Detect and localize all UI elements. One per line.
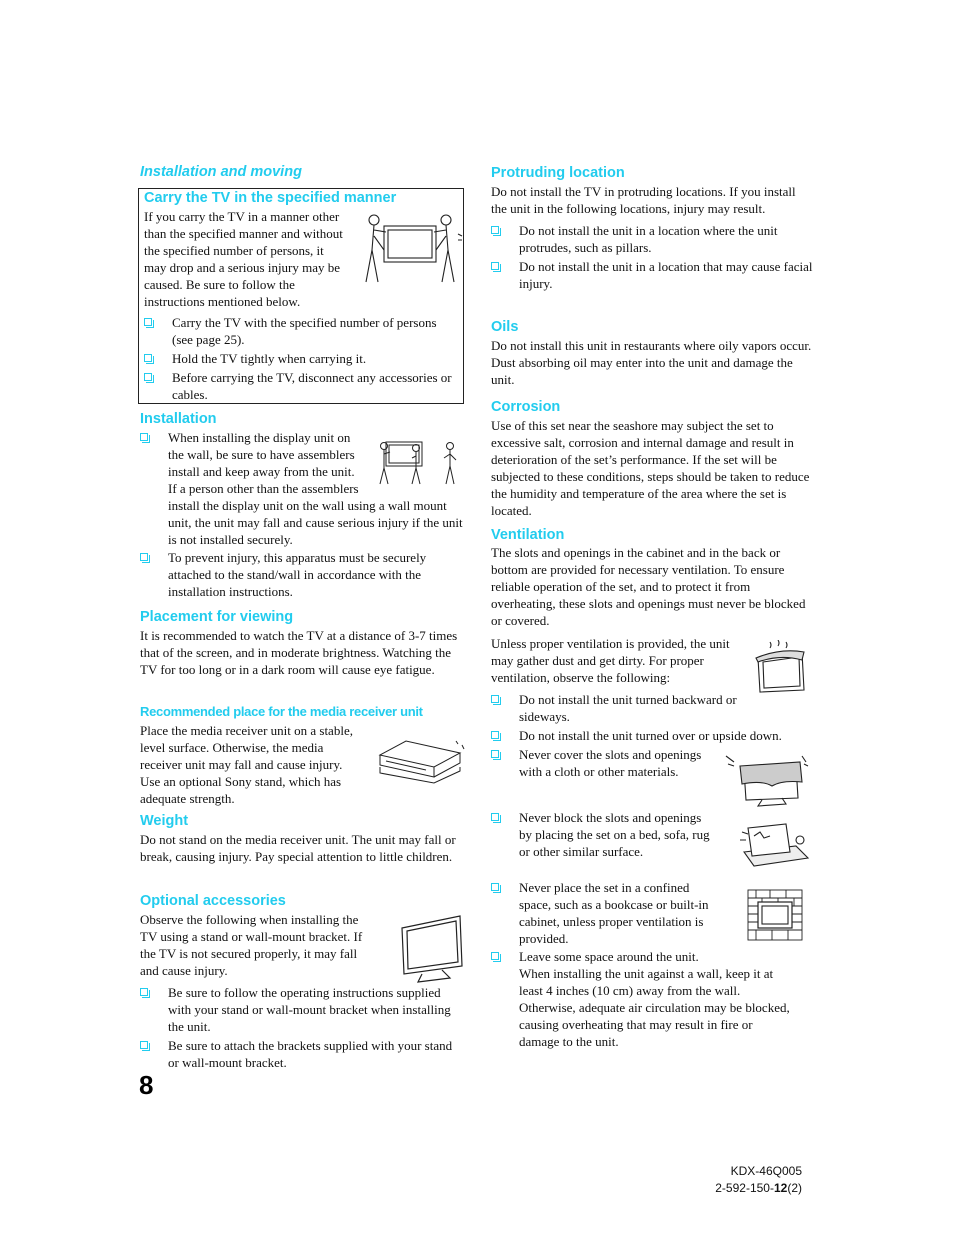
list-item — [491, 222, 813, 256]
document-code — [715, 1180, 802, 1197]
bullet-line: or other similar surface. — [519, 844, 644, 859]
list-item — [140, 1037, 464, 1071]
carry-body-line: instructions mentioned below. — [144, 294, 301, 309]
body-line: level surface. Otherwise, the media — [140, 740, 324, 755]
covered-tv-illustration — [722, 752, 810, 808]
bullet-text: Before carrying the TV, disconnect any accessories or cables. — [172, 370, 452, 402]
checkbox-bullet-icon — [491, 813, 499, 821]
body-line: Unless proper ventilation is provided, the unit — [491, 636, 730, 651]
bullet-line: Never block the slots and openings — [519, 810, 702, 825]
bullet-line: with a cloth or other materials. — [519, 764, 679, 779]
checkbox-bullet-icon — [144, 354, 152, 362]
oils-section — [491, 318, 813, 388]
placement-body: It is recommended to watch the TV at a distance of 3-7 times that of the screen, and in moderate brightness. Watching the TV for too long or in a dark room will cause eye fatigue. — [140, 628, 458, 677]
bullet-line: provided. — [519, 931, 569, 946]
weight-body: Do not stand on the media receiver unit. The unit may fall or break, causing injury. Pay special attention to little children. — [140, 832, 456, 864]
media-receiver-unit-illustration — [376, 735, 466, 785]
footer — [715, 1163, 802, 1197]
checkbox-bullet-icon — [144, 318, 152, 326]
bullet-line: When installing the display unit on — [168, 430, 351, 445]
media-receiver-title: Recommended place for the media receiver unit — [140, 704, 423, 719]
tv-on-stand-illustration — [398, 914, 466, 984]
protruding-body: Do not install the TV in protruding locations. If you install the unit in the following locations, injury may result. — [491, 184, 796, 216]
bullet-line: sideways. — [519, 709, 570, 724]
carry-title: Carry the TV in the specified manner — [144, 190, 397, 206]
bullet-line: If a person other than the assemblers — [168, 481, 359, 496]
bullet-text: Carry the TV with the specified number of persons (see page 25). — [172, 315, 437, 347]
bullet-text: To prevent injury, this apparatus must be securely attached to the stand/wall in accordance with the installation instructions. — [168, 550, 427, 599]
bullet-line: install the display unit on the wall using a wall mount unit, the unit may fall and cause serious injury if the unit is not installed securely. — [168, 498, 463, 547]
code-prefix: 2-592-150- — [715, 1181, 774, 1195]
checkbox-bullet-icon — [491, 226, 499, 234]
dusty-tv-illustration — [752, 640, 810, 698]
carry-body-line: than the specified manner and without — [144, 226, 343, 241]
body-line: Use an optional Sony stand, which has — [140, 774, 342, 789]
body-line: the TV is not secured properly, it may fall — [140, 946, 358, 961]
protruding-title: Protruding location — [491, 165, 625, 181]
carry-body-line: the specified number of persons, it — [144, 243, 324, 258]
wall-installation-illustration — [376, 436, 466, 486]
carry-body-line: caused. Be sure to follow the — [144, 277, 295, 292]
checkbox-bullet-icon — [140, 553, 148, 561]
bullet-line: install and keep away from the unit. — [168, 464, 355, 479]
bullet-line: Never place the set in a confined — [519, 880, 690, 895]
list-item — [144, 369, 460, 403]
body-line: and cause injury. — [140, 963, 228, 978]
body-line: TV using a stand or wall-mount bracket. If — [140, 929, 363, 944]
list-item — [491, 258, 813, 292]
protruding-section — [491, 164, 813, 292]
bullet-line: When installing the unit against a wall, keep it at — [519, 966, 774, 981]
checkbox-bullet-icon — [491, 883, 499, 891]
corrosion-section — [491, 398, 813, 519]
placement-title: Placement for viewing — [140, 609, 294, 625]
bullet-text: Do not install the unit turned over or upside down. — [519, 728, 782, 743]
oils-title: Oils — [491, 319, 519, 335]
ventilation-section — [491, 526, 813, 629]
checkbox-bullet-icon — [140, 988, 148, 996]
placement-section — [140, 608, 464, 678]
corrosion-body: Use of this set near the seashore may subject the set to excessive salt, corrosion and internal damage and result in deterioration of the set’s performance. If the set will be subjected to these conditions, steps should be taken to reduce the humidity and temperature of the area where the set is located. — [491, 418, 810, 518]
ventilation-title: Ventilation — [491, 527, 565, 543]
section-title: Installation and moving — [140, 164, 302, 180]
checkbox-bullet-icon — [491, 952, 499, 960]
body-line: Observe the following when installing the — [140, 912, 359, 927]
body-line: Place the media receiver unit on a stable, — [140, 723, 353, 738]
tv-in-cabinet-illustration — [746, 886, 804, 942]
bullet-line: damage to the unit. — [519, 1034, 619, 1049]
bullet-text: Be sure to attach the brackets supplied with your stand or wall-mount bracket. — [168, 1038, 453, 1070]
checkbox-bullet-icon — [144, 373, 152, 381]
list-item — [491, 727, 813, 744]
list-item — [491, 948, 813, 1050]
body-line: ventilation, observe the following: — [491, 670, 671, 685]
body-line: receiver unit may fall and cause injury. — [140, 757, 343, 772]
checkbox-bullet-icon — [140, 1041, 148, 1049]
checkbox-bullet-icon — [140, 433, 148, 441]
code-bold: 12 — [773, 1181, 788, 1195]
weight-title: Weight — [140, 813, 189, 829]
bullet-text: Be sure to follow the operating instructions supplied with your stand or wall-mount bracket when installing the unit. — [168, 985, 451, 1034]
bullet-line: by placing the set on a bed, sofa, rug — [519, 827, 710, 842]
bullet-line: cabinet, unless proper ventilation is — [519, 914, 704, 929]
checkbox-bullet-icon — [491, 731, 499, 739]
two-people-carrying-tv-illustration — [360, 210, 464, 285]
body-line: adequate strength. — [140, 791, 235, 806]
oils-body: Do not install this unit in restaurants where oily vapors occur. Dust absorbing oil may enter into the unit and damage the unit. — [491, 338, 812, 387]
bullet-text: Do not install the unit in a location where the unit protrudes, such as pillars. — [519, 223, 778, 255]
bullet-line: Do not install the unit turned backward or — [519, 692, 737, 707]
bullet-line: least 4 inches (10 cm) away from the wall. — [519, 983, 741, 998]
corrosion-title: Corrosion — [491, 399, 561, 415]
page-number: 8 — [139, 1070, 154, 1100]
optional-accessories-title: Optional accessories — [140, 893, 286, 909]
bullet-line: Otherwise, adequate air circulation may be blocked, — [519, 1000, 790, 1015]
checkbox-bullet-icon — [491, 750, 499, 758]
checkbox-bullet-icon — [491, 695, 499, 703]
body-line: may gather dust and get dirty. For proper — [491, 653, 704, 668]
bullet-line: the wall, be sure to have assemblers — [168, 447, 355, 462]
bullet-text: Hold the TV tightly when carrying it. — [172, 351, 367, 366]
list-item — [140, 549, 464, 600]
tv-on-bed-illustration — [740, 818, 810, 868]
list-item — [140, 984, 464, 1035]
checkbox-bullet-icon — [491, 262, 499, 270]
list-item — [144, 314, 460, 348]
code-suffix: (2) — [787, 1181, 802, 1195]
bullet-line: space, such as a bookcase or built-in — [519, 897, 709, 912]
bullet-line: Leave some space around the unit. — [519, 949, 699, 964]
bullet-line: Never cover the slots and openings — [519, 747, 702, 762]
carry-body-line: may drop and a serious injury may be — [144, 260, 341, 275]
installation-title: Installation — [140, 411, 217, 427]
ventilation-body: The slots and openings in the cabinet and in the back or bottom are provided for necessary ventilation. To ensure reliable operation of the set, and to protect it from overheating, these slots and openings must never be blocked or covered. — [491, 545, 806, 628]
carry-body-line: If you carry the TV in a manner other — [144, 209, 340, 224]
bullet-line: causing overheating that may result in fire or — [519, 1017, 753, 1032]
bullet-text: Do not install the unit in a location that may cause facial injury. — [519, 259, 813, 291]
weight-section — [140, 812, 464, 865]
list-item — [144, 350, 460, 367]
model-number: KDX-46Q005 — [730, 1164, 802, 1178]
